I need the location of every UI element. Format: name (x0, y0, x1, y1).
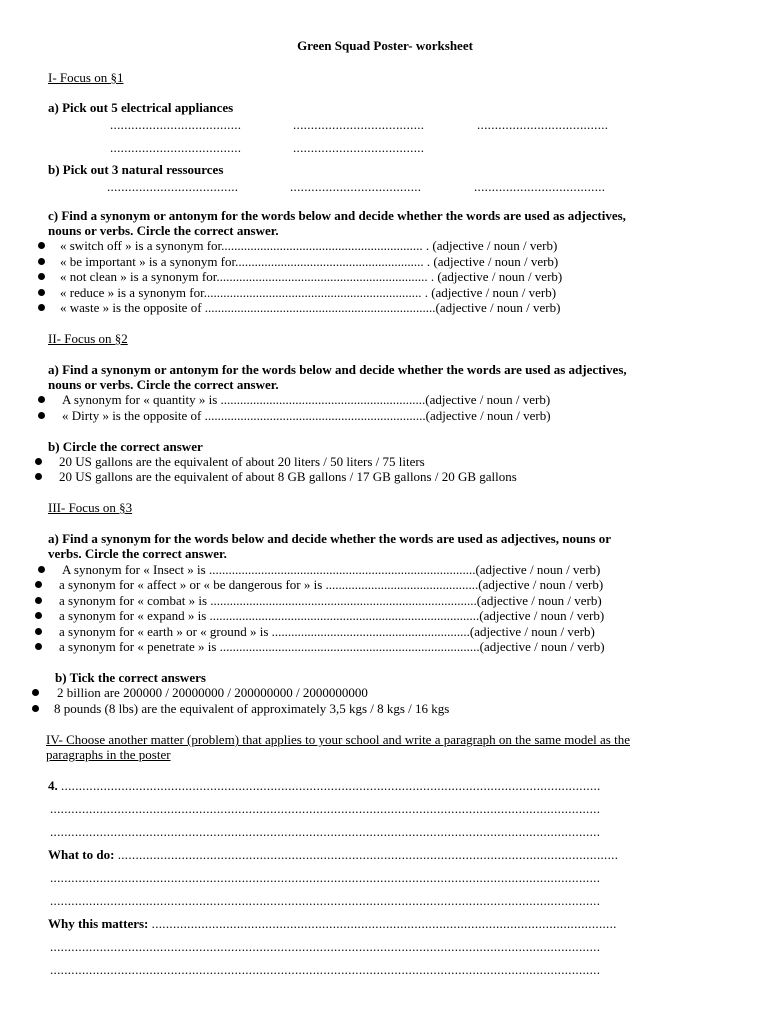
part2-a-title-line1: a) Find a synonym or antonym for the words below and decide whether the words are used as adjectives, (48, 362, 627, 377)
bullet-icon (38, 396, 45, 403)
part3-a-item-4: a synonym for « expand » is ...................................................................................(adjective / noun / verb) (59, 608, 605, 623)
bullet-icon (38, 242, 45, 249)
bullet-icon (35, 597, 42, 604)
bullet-icon (35, 628, 42, 635)
part4-number-label: 4. (48, 778, 58, 793)
bullet-icon (38, 289, 45, 296)
part4-blank-line-1[interactable]: ........................................................................................................................................................... (50, 801, 601, 816)
part3-a-title-line1: a) Find a synonym for the words below and decide whether the words are used as adjectives, nouns or (48, 531, 611, 546)
part3-heading-text: III- Focus on §3 (48, 500, 133, 515)
part1-b-blank-1[interactable]: ..................................... (107, 179, 239, 194)
part1-c-item-3: « not clean » is a synonym for................................................................. . (adjective / noun / verb) (60, 269, 563, 284)
part1-c-item-5: « waste » is the opposite of .......................................................................(adjective / noun / verb) (60, 300, 561, 315)
part1-c-title-line1: c) Find a synonym or antonym for the words below and decide whether the words are used as adjectives, (48, 208, 626, 223)
bullet-icon (38, 258, 45, 265)
bullet-icon (35, 473, 42, 480)
part4-why-blank[interactable]: ................................................................................................................................... (151, 916, 617, 931)
part3-heading (48, 500, 132, 515)
page-title: Green Squad Poster- worksheet (297, 38, 473, 53)
part2-heading-text: II- Focus on §2 (48, 331, 128, 346)
bullet-icon (38, 566, 45, 573)
part4-why-label: Why this matters: (48, 916, 149, 931)
part1-heading (48, 70, 123, 85)
part1-c-item-2: « be important » is a synonym for.......................................................... . (adjective / noun / verb) (60, 254, 559, 269)
part1-b-blank-2[interactable]: ..................................... (290, 179, 422, 194)
part3-a-item-5: a synonym for « earth » or « ground » is .............................................................(adjective / noun / verb) (59, 624, 595, 639)
bullet-icon (32, 689, 39, 696)
part1-c-item-4: « reduce » is a synonym for................................................................... . (adjective / noun / verb) (60, 285, 557, 300)
part4-blank-line-5[interactable]: ........................................................................................................................................................... (50, 939, 601, 954)
bullet-icon (35, 612, 42, 619)
part3-b-item-2: 8 pounds (8 lbs) are the equivalent of approximately 3,5 kgs / 8 kgs / 16 kgs (54, 701, 450, 716)
part4-number-row (48, 778, 601, 793)
part2-a-title-line2: nouns or verbs. Circle the correct answer. (48, 377, 279, 392)
part4-blank-line-4[interactable]: ........................................................................................................................................................... (50, 893, 601, 908)
part3-b-title: b) Tick the correct answers (55, 670, 206, 685)
part4-number-blank[interactable]: ........................................................................................................................................................ (61, 778, 601, 793)
part1-c-title-line2: nouns or verbs. Circle the correct answer. (48, 223, 279, 238)
part1-a-blank-3[interactable]: ..................................... (477, 117, 609, 132)
bullet-icon (32, 705, 39, 712)
part1-heading-text: I- Focus on §1 (48, 70, 124, 85)
bullet-icon (35, 581, 42, 588)
part4-what-row (48, 847, 618, 862)
part4-blank-line-3[interactable]: ........................................................................................................................................................... (50, 870, 601, 885)
part4-why-row (48, 916, 617, 931)
part3-a-item-1: A synonym for « Insect » is ..................................................................................(adjective / noun / verb) (62, 562, 601, 577)
part2-b-item-1: 20 US gallons are the equivalent of about 20 liters / 50 liters / 75 liters (59, 454, 425, 469)
part3-b-item-1: 2 billion are 200000 / 20000000 / 200000000 / 2000000000 (57, 685, 368, 700)
part3-a-item-6: a synonym for « penetrate » is ................................................................................(adjective / noun / verb) (59, 639, 605, 654)
bullet-icon (35, 458, 42, 465)
part4-blank-line-6[interactable]: ........................................................................................................................................................... (50, 962, 601, 977)
part2-b-item-2: 20 US gallons are the equivalent of about 8 GB gallons / 17 GB gallons / 20 GB gallons (59, 469, 517, 484)
part1-b-title: b) Pick out 3 natural ressources (48, 162, 224, 177)
part2-b-title: b) Circle the correct answer (48, 439, 203, 454)
part4-blank-line-2[interactable]: ........................................................................................................................................................... (50, 824, 601, 839)
bullet-icon (38, 304, 45, 311)
part2-a-item-1: A synonym for « quantity » is ...............................................................(adjective / noun / verb) (62, 392, 551, 407)
bullet-icon (38, 273, 45, 280)
part1-a-blank-4[interactable]: ..................................... (110, 140, 242, 155)
part1-a-blank-1[interactable]: ..................................... (110, 117, 242, 132)
part4-what-blank[interactable]: ............................................................................................................................................. (117, 847, 619, 862)
part2-a-item-2: « Dirty » is the opposite of ....................................................................(adjective / noun / verb) (62, 408, 551, 423)
bullet-icon (35, 643, 42, 650)
part4-heading-line2: paragraphs in the poster (46, 747, 171, 762)
part3-a-item-3: a synonym for « combat » is ..................................................................................(adjective / noun / verb) (59, 593, 602, 608)
part4-heading-line1: IV- Choose another matter (problem) that applies to your school and write a paragraph on the same model as the (46, 732, 630, 747)
part2-heading (48, 331, 128, 346)
part3-a-title-line2: verbs. Circle the correct answer. (48, 546, 227, 561)
part1-b-blank-3[interactable]: ..................................... (474, 179, 606, 194)
part1-a-blank-5[interactable]: ..................................... (293, 140, 425, 155)
part4-what-label: What to do: (48, 847, 115, 862)
part1-a-blank-2[interactable]: ..................................... (293, 117, 425, 132)
part3-a-item-2: a synonym for « affect » or « be dangerous for » is ...............................................(adjective / noun / verb) (59, 577, 604, 592)
part1-a-title: a) Pick out 5 electrical appliances (48, 100, 234, 115)
part1-c-item-1: « switch off » is a synonym for.............................................................. . (adjective / noun / verb) (60, 238, 558, 253)
bullet-icon (38, 412, 45, 419)
